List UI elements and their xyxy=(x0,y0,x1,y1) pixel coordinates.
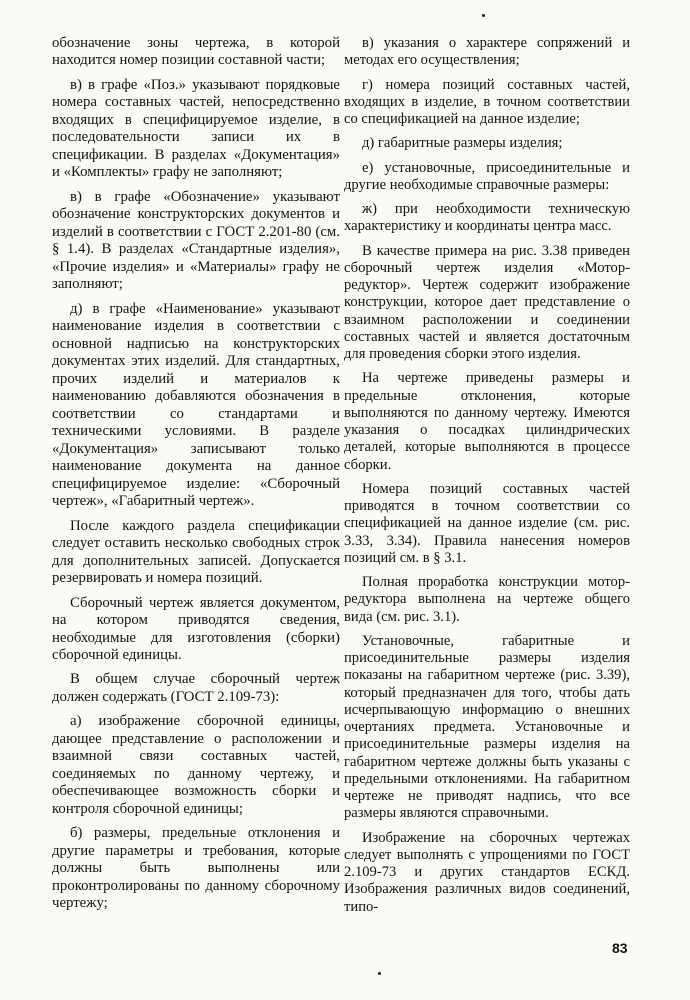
paragraph: На чертеже приведены размеры и предельные отклонения, которые выполняются по данному чертежу. Имеются указания о посадках цилиндрических деталей, которые выполняются в процессе сборки. xyxy=(344,370,630,473)
paragraph: г) номера позиций составных частей, входящих в изделие, в точном соответствии со спецификацией на данное изделие; xyxy=(344,76,630,127)
paragraph: Установочные, габаритные и присоединительные размеры изделия показаны на габаритном чертеже (рис. 3.39), который предназначен для того, чтобы дать исчерпывающую информацию о внешних очертаниях предмета. Установочные и присоединительные размеры изделия на габаритном чертеже должны быть указаны с предельными отклонениями. На габаритном чертеже не приводят надпись, что все размеры являются справочными. xyxy=(344,632,630,822)
right-column xyxy=(344,35,630,923)
paragraph: обозначение зоны чертежа, в которой находится номер позиции составной части; xyxy=(52,35,340,69)
scan-speck xyxy=(482,14,485,17)
paragraph: В общем случае сборочный чертеж должен содержать (ГОСТ 2.109-73): xyxy=(52,671,340,705)
paragraph: д) в графе «Наименование» указывают наименование изделия в соответствии с основной надписью на конструкторских документах этих изделий. Для стандартных, прочих изделий и материалов к наименованию добавляются обозначения в соответствии со стандартами и техническими условиями. В разделе «Документация» записывают только наименование документа на данное специфицируемое изделие: «Сборочный чертеж», «Габаритный чертеж». xyxy=(52,300,340,510)
paragraph: После каждого раздела спецификации следует оставить несколько свободных строк для дополнительных записей. Допускается резервировать и номера позиций. xyxy=(52,517,340,587)
paragraph: Изображение на сборочных чертежах следует выполнять с упрощениями по ГОСТ 2.109-73 и других стандартов ЕСКД. Изображения различных видов соединений, типо- xyxy=(344,829,630,915)
paragraph: е) установочные, присоединительные и другие необходимые справочные размеры: xyxy=(344,159,630,193)
paragraph: д) габаритные размеры изделия; xyxy=(362,135,563,152)
paragraph: в) в графе «Обозначение» указывают обозначение конструкторских документов и изделий в соответствии с ГОСТ 2.201-80 (см. § 1.4). В разделах «Стандартные изделия», «Прочие изделия» и «Материалы» графу не заполняют; xyxy=(52,188,340,293)
paragraph: в) указания о характере сопряжений и методах его осуществления; xyxy=(344,35,630,69)
paragraph: б) размеры, предельные отклонения и другие параметры и требования, которые должны быть выполнены или проконтролированы по данному сборочному чертежу; xyxy=(52,825,340,912)
paragraph: Номера позиций составных частей приводятся в точном соответствии со спецификацией на данное изделие (см. рис. 3.33, 3.34). Правила нанесения номеров позиций см. в § 3.1. xyxy=(344,480,630,566)
page-number: 83 xyxy=(612,940,628,956)
paragraph: в) в графе «Поз.» указывают порядковые номера составных частей, непосредственно входящих в специфицируемое изделие, в последовательности записи их в спецификации. В разделах «Документация» и «Комплекты» графу не заполняют; xyxy=(52,76,340,181)
paragraph: Сборочный чертеж является документом, на котором приводятся сведения, необходимые для изготовления (сборки) сборочной единицы. xyxy=(52,594,340,663)
paragraph: ж) при необходимости техническую характеристику и координаты центра масс. xyxy=(344,201,630,235)
scan-speck xyxy=(378,972,381,975)
paragraph: Полная проработка конструкции мотор-редуктора выполнена на чертеже общего вида (см. рис. 3.1). xyxy=(344,574,630,625)
paragraph: В качестве примера на рис. 3.38 приведен сборочный чертеж изделия «Мотор-редуктор». Чертеж содержит изображение конструкции, которое дает представление о взаимном расположении и соединении составных частей и является достаточным для проведения сборки этого изделия. xyxy=(344,242,630,362)
left-column xyxy=(52,35,340,920)
paragraph: а) изображение сборочной единицы, дающее представление о расположении и взаимной связи составных частей, соединяемых по данному чертежу, и обеспечивающее возможность сборки и контроля сборочной единицы; xyxy=(52,713,340,817)
